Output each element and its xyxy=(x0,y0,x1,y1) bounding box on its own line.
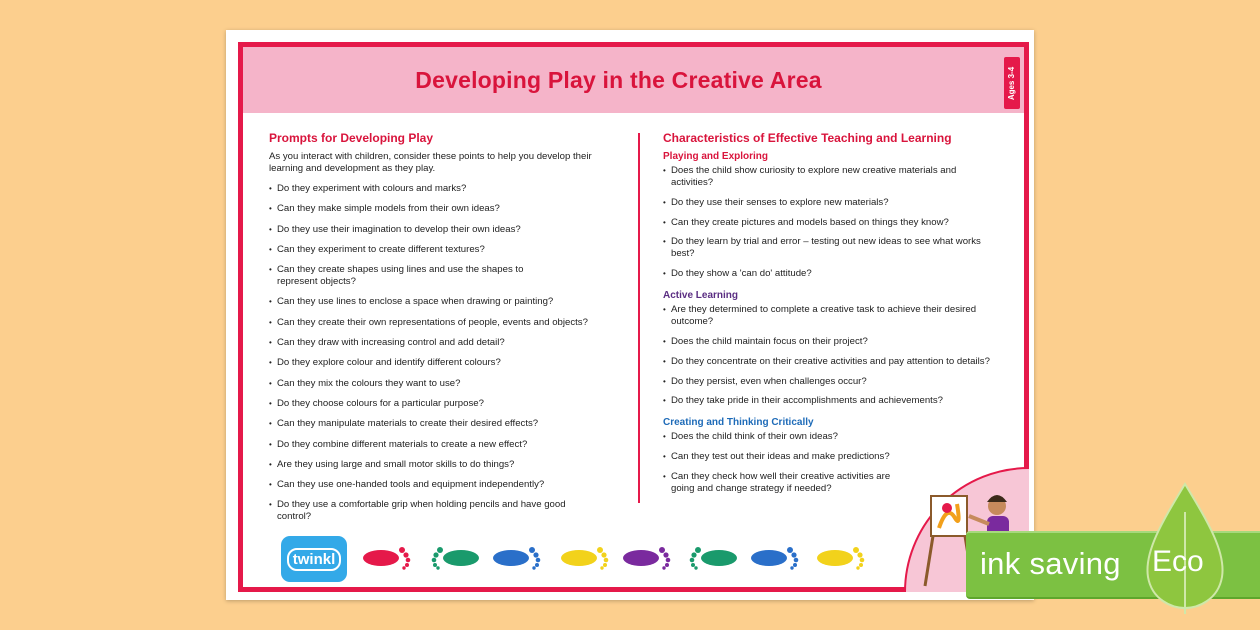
list-item: • Can they experiment to create different textures? xyxy=(269,244,619,256)
list-item: • Can they mix the colours they want to use? xyxy=(269,378,619,390)
footprint-icon xyxy=(559,544,611,570)
list-item: • Can they use lines to enclose a space when drawing or painting? xyxy=(269,296,619,308)
list-item: • Can they create their own representations of people, events and objects? xyxy=(269,317,619,329)
list-item: • Can they create pictures and models based on things they know? xyxy=(663,217,993,229)
list-item: • Can they make simple models from their own ideas? xyxy=(269,203,619,215)
list-item: • Are they determined to complete a creative task to achieve their desired outcome? xyxy=(663,304,993,328)
section-playing-exploring xyxy=(663,151,993,280)
list-item: • Do they use their imagination to develop their own ideas? xyxy=(269,224,619,236)
logo-text: twinkl xyxy=(287,548,342,571)
list-item: • Can they test out their ideas and make predictions? xyxy=(663,451,993,463)
age-tab xyxy=(1004,57,1020,109)
age-tab-label: Ages 3-4 xyxy=(1007,66,1017,100)
prompts-intro: As you interact with children, consider these points to help you develop their learning and development as they play. xyxy=(269,151,592,174)
ink-saving-text: ink saving xyxy=(980,546,1121,581)
footprint-icon xyxy=(429,544,481,570)
list-item: • Do they learn by trial and error – testing out new ideas to see what works best? xyxy=(663,236,993,260)
list-item: • Do they show a 'can do' attitude? xyxy=(663,268,993,280)
eco-label: Eco xyxy=(1152,545,1204,578)
prompts-column xyxy=(269,131,619,532)
twinkl-logo[interactable] xyxy=(281,536,347,582)
worksheet-page xyxy=(226,30,1034,600)
list-item: • Can they draw with increasing control and add detail? xyxy=(269,337,619,349)
characteristics-column xyxy=(663,131,993,505)
prompts-list xyxy=(269,183,619,523)
characteristics-heading: Characteristics of Effective Teaching and Learning xyxy=(663,131,952,145)
list-item: • Do they use their senses to explore new materials? xyxy=(663,197,993,209)
header-band xyxy=(243,47,1024,113)
footprint-row xyxy=(361,544,881,574)
list-item: • Does the child maintain focus on their project? xyxy=(663,336,993,348)
section-title: Creating and Thinking Critically xyxy=(663,417,814,429)
list-item: • Do they choose colours for a particular purpose? xyxy=(269,398,619,410)
footprint-icon xyxy=(491,544,543,570)
list-item: • Does the child think of their own ideas? xyxy=(663,431,993,443)
section-list xyxy=(663,304,993,407)
list-item: • Do they explore colour and identify different colours? xyxy=(269,357,619,369)
page-title: Developing Play in the Creative Area xyxy=(415,67,822,93)
footprint-icon xyxy=(687,544,739,570)
list-item: • Do they experiment with colours and marks? xyxy=(269,183,619,195)
list-item: • Can they create shapes using lines and use the shapes to represent objects? xyxy=(269,264,619,288)
column-divider xyxy=(638,133,640,503)
list-item: • Do they concentrate on their creative activities and pay attention to details? xyxy=(663,356,993,368)
list-item: • Can they check how well their creative activities are going and change strategy if needed? xyxy=(663,471,993,495)
list-item: • Can they manipulate materials to create their desired effects? xyxy=(269,418,619,430)
footprint-icon xyxy=(361,544,413,570)
list-item: • Do they use a comfortable grip when holding pencils and have good control? xyxy=(269,499,619,523)
footprint-icon xyxy=(621,544,673,570)
section-title: Active Learning xyxy=(663,290,739,302)
list-item: • Do they combine different materials to create a new effect? xyxy=(269,439,619,451)
section-active-learning xyxy=(663,290,993,407)
worksheet-frame xyxy=(238,42,1029,592)
list-item: • Do they persist, even when challenges occur? xyxy=(663,376,993,388)
prompts-heading: Prompts for Developing Play xyxy=(269,131,434,145)
list-item: • Do they take pride in their accomplishments and achievements? xyxy=(663,395,993,407)
list-item: • Are they using large and small motor skills to do things? xyxy=(269,459,619,471)
list-item: • Can they use one-handed tools and equipment independently? xyxy=(269,479,619,491)
footprint-icon xyxy=(749,544,801,570)
footprint-icon xyxy=(815,544,867,570)
section-list xyxy=(663,165,993,280)
section-title: Playing and Exploring xyxy=(663,151,769,162)
list-item: • Does the child show curiosity to explore new creative materials and activities? xyxy=(663,165,993,189)
